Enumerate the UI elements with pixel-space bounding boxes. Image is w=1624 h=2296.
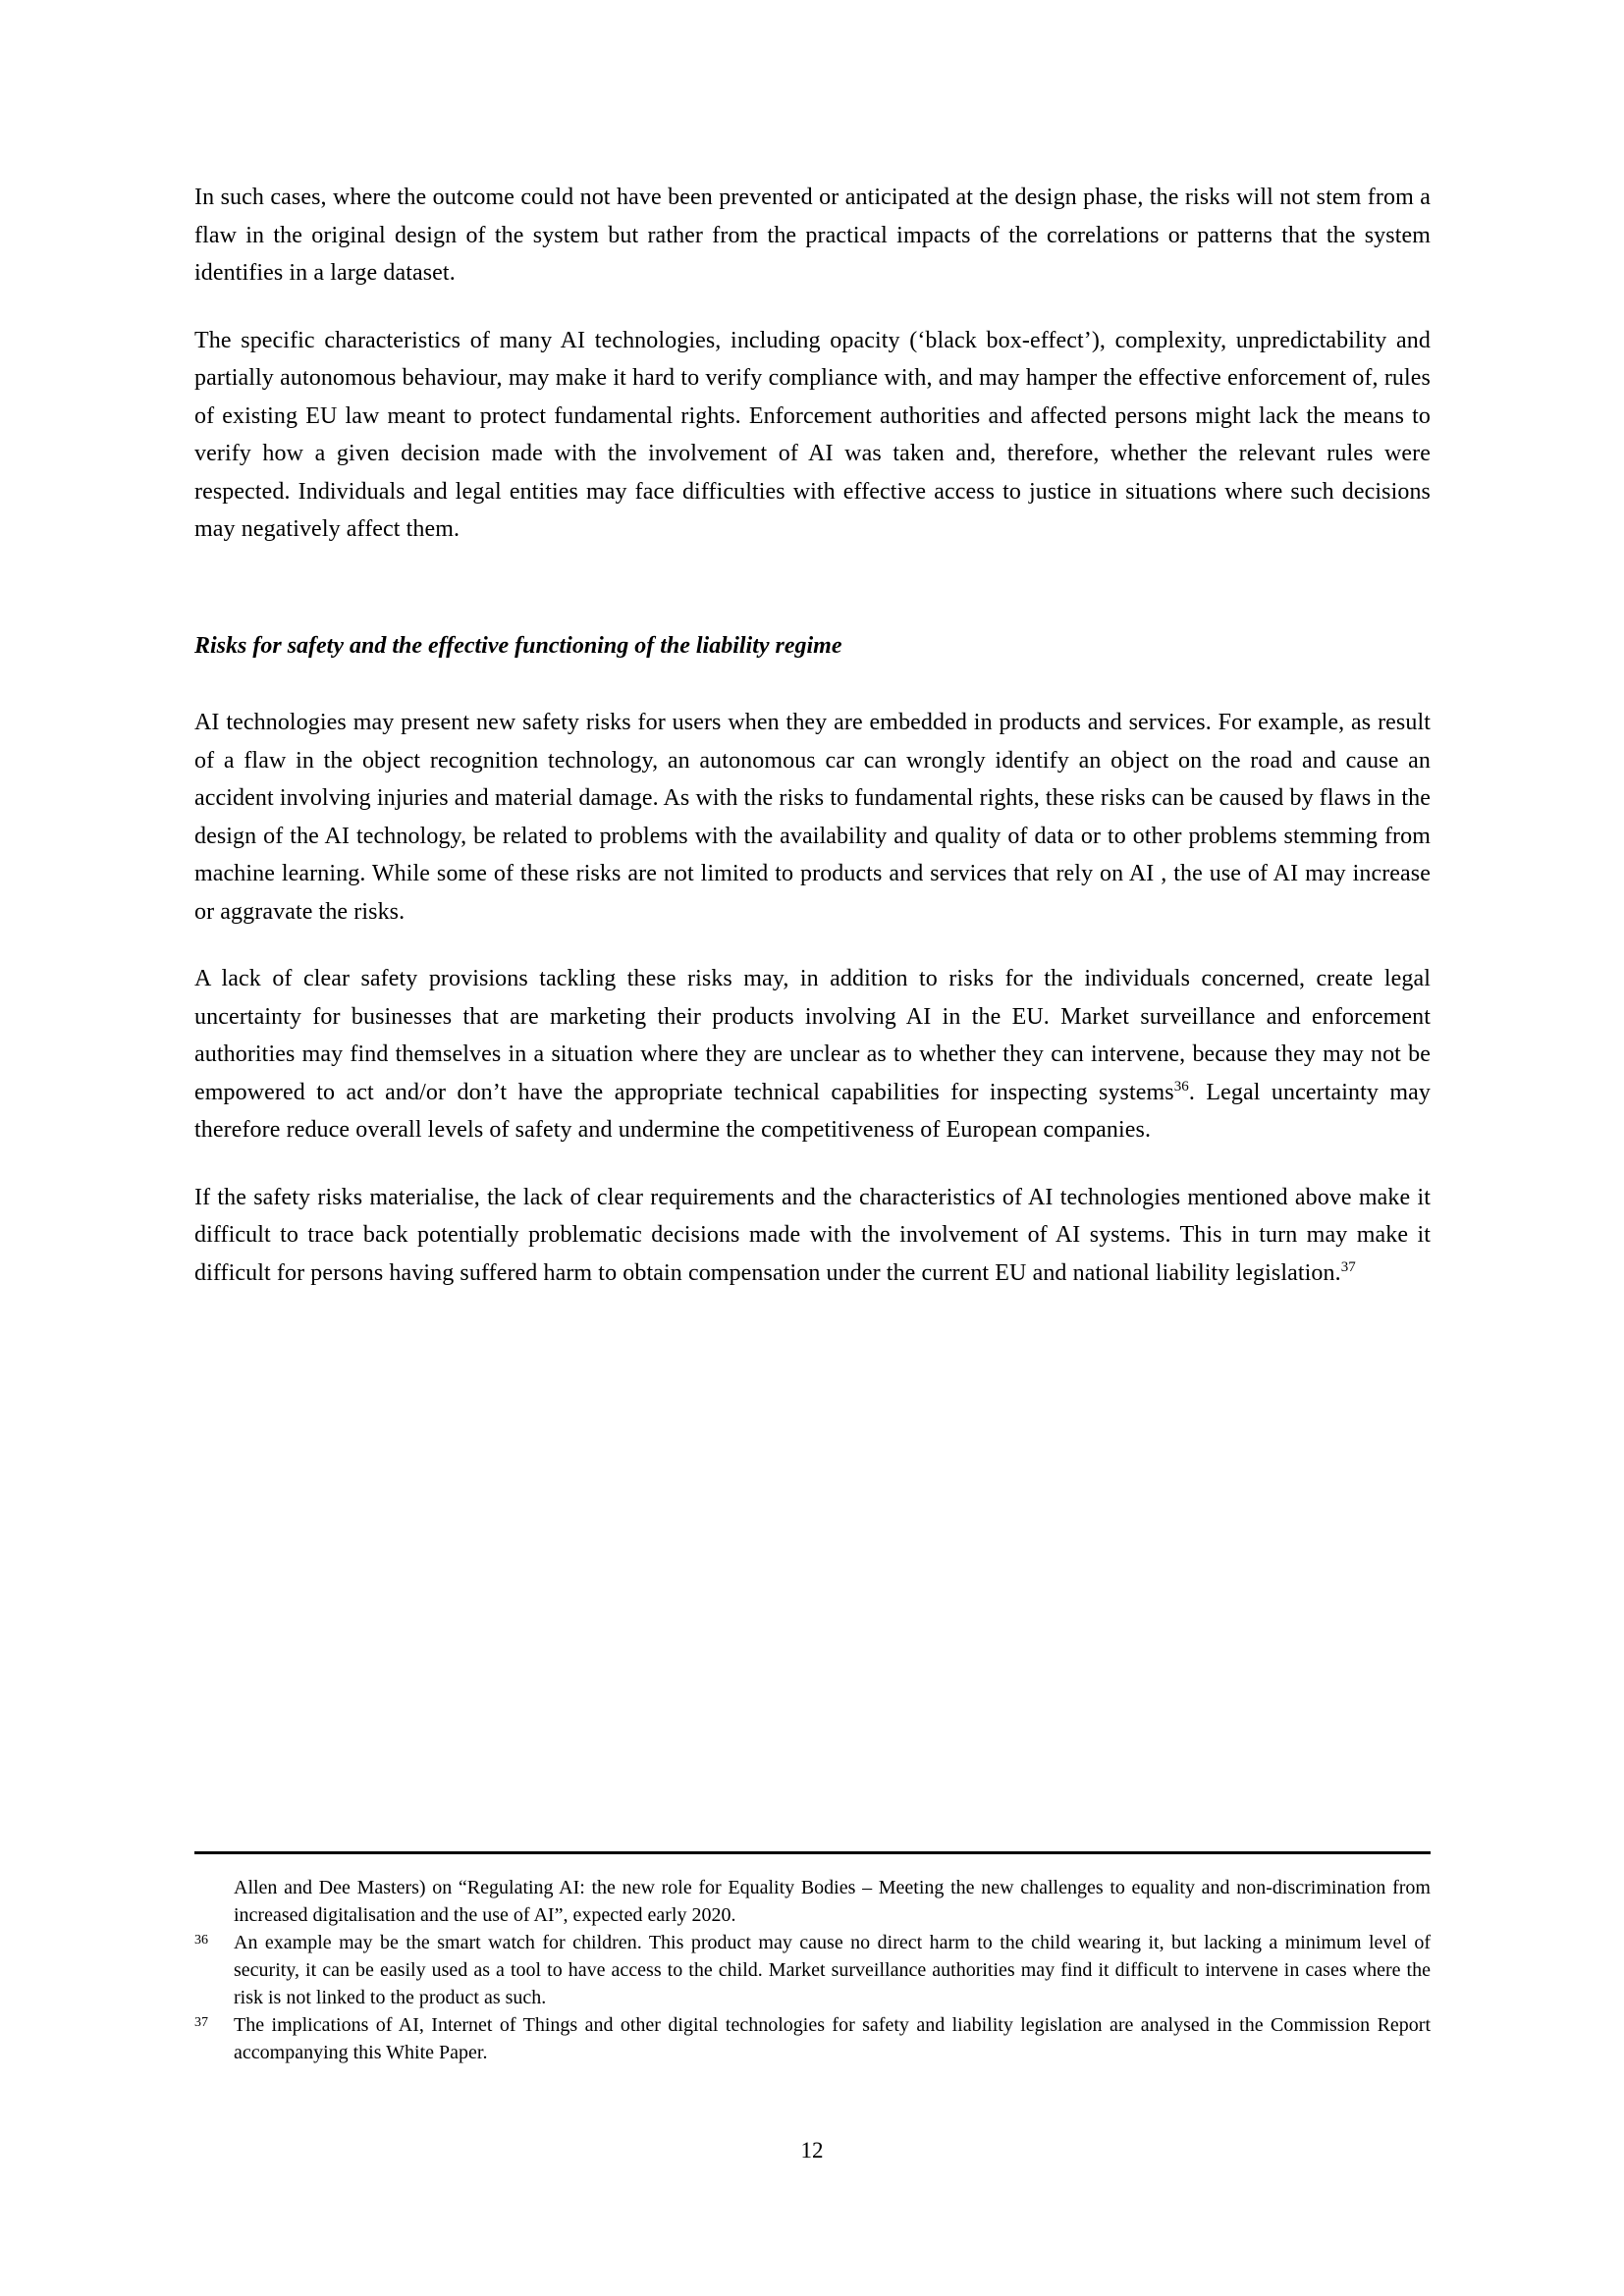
page-number: 12 (800, 2138, 824, 2163)
paragraph-compensation (194, 1179, 1431, 1293)
paragraph-compensation-text: If the safety risks materialise, the lack of clear requirements and the characteristics of AI technologies mentioned above make it difficult to trace back potentially problematic decisions made with the involvement of AI systems. This in turn may make it difficult for persons having suffered harm to obtain compensation under the current EU and national liability legislation. (194, 1184, 1431, 1286)
paragraph-legal-uncertainty-text: A lack of clear safety provisions tackling these risks may, in addition to risks for the individuals concerned, create legal uncertainty for businesses that are marketing their products involving AI in the EU. Market surveillance and enforcement authorities may find themselves in a situation where they are unclear as to whether they can intervene, because they may not be empowered to act and/or don’t have the appropriate technical capabilities for inspecting systems (194, 966, 1431, 1105)
footnote-separator-rule (194, 1851, 1431, 1854)
footnote-37-text: The implications of AI, Internet of Things and other digital technologies for safety and liability legislation are analysed in the Commission Report accompanying this White Paper. (234, 2014, 1431, 2063)
paragraph-ai-characteristics: The specific characteristics of many AI technologies, including opacity (‘black box-effect’), complexity, unpredictability and partially autonomous behaviour, may make it hard to verify compliance with, and may hamper the effective enforcement of, rules of existing EU law meant to protect fundamental rights. Enforcement authorities and affected persons might lack the means to verify how a given decision made with the involvement of AI was taken and, therefore, whether the relevant rules were respected. Individuals and legal entities may face difficulties with effective access to justice in situations where such decisions may negatively affect them. (194, 327, 1431, 542)
footnote-36-text: An example may be the smart watch for children. This product may cause no direct harm to the child wearing it, but lacking a minimum level of security, it can be easily used as a tool to have access to the child. Market surveillance authorities may find it difficult to intervene in cases where the risk is not linked to the product as such. (234, 1932, 1431, 2008)
section-heading-risks-for-safety: Risks for safety and the effective functioning of the liability regime (194, 632, 842, 659)
paragraph-design-phase-risks: In such cases, where the outcome could not have been prevented or anticipated at the design phase, the risks will not stem from a flaw in the original design of the system but rather from the practical impacts of the correlations or patterns that the system identifies in a large dataset. (194, 185, 1431, 286)
footnote-reference-37: 37 (1340, 1258, 1356, 1275)
footnote-37-marker: 37 (194, 2015, 208, 2030)
footnote-37 (194, 2011, 1431, 2066)
paragraph-legal-uncertainty (194, 960, 1431, 1149)
footnote-36 (194, 1929, 1431, 2011)
footnote-continuation-text: Allen and Dee Masters) on “Regulating AI: the new role for Equality Bodies – Meeting the new challenges to equality and non-discrimination from increased digitalisation and the use of AI”, expected early 2020. (234, 1877, 1431, 1926)
page-body (194, 179, 1431, 1321)
footnote-continuation (194, 1874, 1431, 1929)
paragraph-legal-uncertainty-continued: . Legal uncertainty may therefore reduce overall levels of safety and undermine the competitiveness of European companies. (194, 1079, 1431, 1143)
footnote-area (194, 1851, 1431, 2066)
footnote-36-marker: 36 (194, 1933, 208, 1948)
paragraph-safety-risks: AI technologies may present new safety risks for users when they are embedded in products and services. For example, as result of a flaw in the object recognition technology, an autonomous car can wrongly identify an object on the road and cause an accident involving injuries and material damage. As with the risks to fundamental rights, these risks can be caused by flaws in the design of the AI technology, be related to problems with the availability and quality of data or to other problems stemming from machine learning. While some of these risks are not limited to products and services that rely on AI , the use of AI may increase or aggravate the risks. (194, 710, 1431, 925)
footnote-reference-36: 36 (1173, 1078, 1189, 1095)
